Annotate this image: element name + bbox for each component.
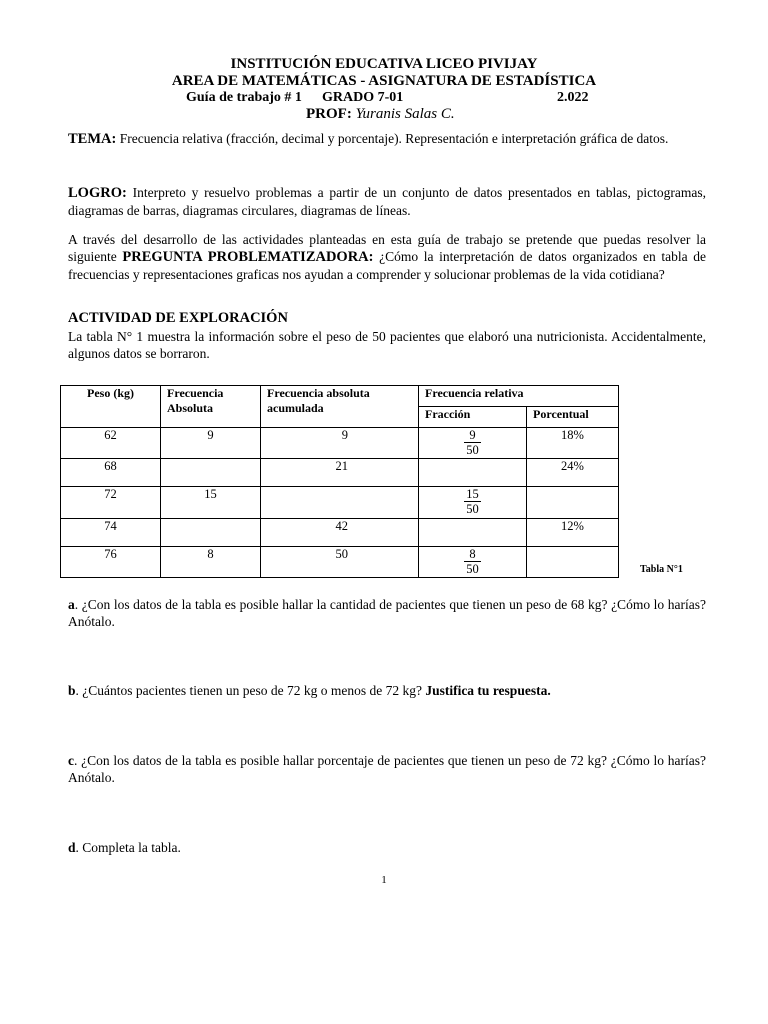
cell-peso: 72 xyxy=(61,487,161,519)
frac-den: 50 xyxy=(466,502,479,516)
question-bold-tail: Justifica tu respuesta. xyxy=(425,683,551,698)
cell-peso: 62 xyxy=(61,428,161,459)
fraction xyxy=(464,487,481,516)
cell-porc xyxy=(527,547,619,578)
cell-peso: 74 xyxy=(61,519,161,547)
tema-text: Frecuencia relativa (fracción, decimal y porcentaje). Representación e interpretación gráfica de datos. xyxy=(119,131,669,146)
table-row xyxy=(61,428,619,459)
cell-acum: 42 xyxy=(261,519,419,547)
question-text: . ¿Con los datos de la tabla es posible hallar porcentaje de pacientes que tienen un peso de 72 kg? ¿Cómo lo harías? Anótalo. xyxy=(68,753,706,785)
intro-after: ¿Cómo la interpretación de datos organizados en tabla de frecuencias y representaciones graficas nos ayudan a comprender y solucionar problemas de la vida cotidiana? xyxy=(68,249,706,282)
professor-name: Yuranis Salas C. xyxy=(355,106,455,122)
header-abs: Frecuencia Absoluta xyxy=(161,386,261,428)
fraction xyxy=(464,428,481,457)
guide-number: Guía de trabajo # 1 xyxy=(186,90,302,105)
table-row xyxy=(61,547,619,578)
question-letter: c xyxy=(68,753,74,768)
cell-abs: 8 xyxy=(161,547,261,578)
header-frac: Fracción xyxy=(419,407,527,428)
frac-num: 15 xyxy=(466,487,479,501)
page-number: 1 xyxy=(381,874,387,886)
cell-frac xyxy=(419,487,527,519)
intro-before: A través del desarrollo de las actividades planteadas en esta guía de trabajo se pretende que puedas resolver la siguiente xyxy=(68,232,706,264)
header-rel: Frecuencia relativa xyxy=(419,386,619,407)
cell-porc: 18% xyxy=(527,428,619,459)
fraction xyxy=(464,547,481,576)
cell-frac xyxy=(419,428,527,459)
frac-den: 50 xyxy=(466,443,479,457)
logro-paragraph xyxy=(68,184,706,219)
professor xyxy=(306,106,455,123)
tema-paragraph xyxy=(68,130,706,148)
frequency-table xyxy=(60,385,619,578)
header-porc: Porcentual xyxy=(527,407,619,428)
header-acum: Frecuencia absoluta acumulada xyxy=(261,386,419,428)
frac-num: 9 xyxy=(464,428,481,443)
actividad-title: ACTIVIDAD DE EXPLORACIÓN xyxy=(68,310,288,326)
cell-peso: 76 xyxy=(61,547,161,578)
frac-num: 8 xyxy=(464,547,481,562)
cell-porc: 24% xyxy=(527,459,619,487)
question-a xyxy=(68,596,706,630)
professor-label: PROF: xyxy=(306,106,352,122)
year: 2.022 xyxy=(557,90,589,105)
question-letter: b xyxy=(68,683,76,698)
logro-text: Interpreto y resuelvo problemas a partir de un conjunto de datos presentados en tablas, pictogramas, diagramas de barras, diagramas circulares, diagramas de líneas. xyxy=(68,185,706,218)
cell-abs: 9 xyxy=(161,428,261,459)
cell-frac xyxy=(419,519,527,547)
cell-porc: 12% xyxy=(527,519,619,547)
cell-abs xyxy=(161,459,261,487)
question-letter: d xyxy=(68,840,76,855)
cell-abs xyxy=(161,519,261,547)
question-c xyxy=(68,752,706,786)
cell-acum: 21 xyxy=(261,459,419,487)
area-subject: AREA DE MATEMÁTICAS - ASIGNATURA DE ESTADÍSTICA xyxy=(171,73,597,89)
cell-frac xyxy=(419,459,527,487)
grade: GRADO 7-01 xyxy=(322,90,404,105)
question-d xyxy=(68,839,706,856)
table-row xyxy=(61,519,619,547)
cell-abs: 15 xyxy=(161,487,261,519)
cell-acum xyxy=(261,487,419,519)
table-caption: Tabla N°1 xyxy=(640,564,683,575)
question-text: . Completa la tabla. xyxy=(75,840,181,855)
question-text: . ¿Cuántos pacientes tienen un peso de 72 kg o menos de 72 kg? xyxy=(75,683,422,698)
header-peso: Peso (kg) xyxy=(61,386,161,428)
cell-porc xyxy=(527,487,619,519)
intro-paragraph xyxy=(68,231,706,283)
cell-acum: 9 xyxy=(261,428,419,459)
cell-peso: 68 xyxy=(61,459,161,487)
actividad-text: La tabla N° 1 muestra la información sobre el peso de 50 pacientes que elaboró una nutricionista. Accidentalmente, algunos datos se borraron. xyxy=(68,329,706,361)
logro-label: LOGRO: xyxy=(68,185,127,201)
cell-acum: 50 xyxy=(261,547,419,578)
question-b xyxy=(68,682,706,699)
table-row xyxy=(61,459,619,487)
frac-den: 50 xyxy=(466,562,479,576)
table-row xyxy=(61,487,619,519)
tema-label: TEMA: xyxy=(68,131,117,147)
school-name: INSTITUCIÓN EDUCATIVA LICEO PIVIJAY xyxy=(230,56,538,72)
question-text: . ¿Con los datos de la tabla es posible hallar la cantidad de pacientes que tienen un peso de 68 kg? ¿Cómo lo harías? Anótalo. xyxy=(68,597,706,629)
cell-frac xyxy=(419,547,527,578)
question-letter: a xyxy=(68,597,75,612)
intro-bold: PREGUNTA PROBLEMATIZADORA: xyxy=(122,249,374,265)
